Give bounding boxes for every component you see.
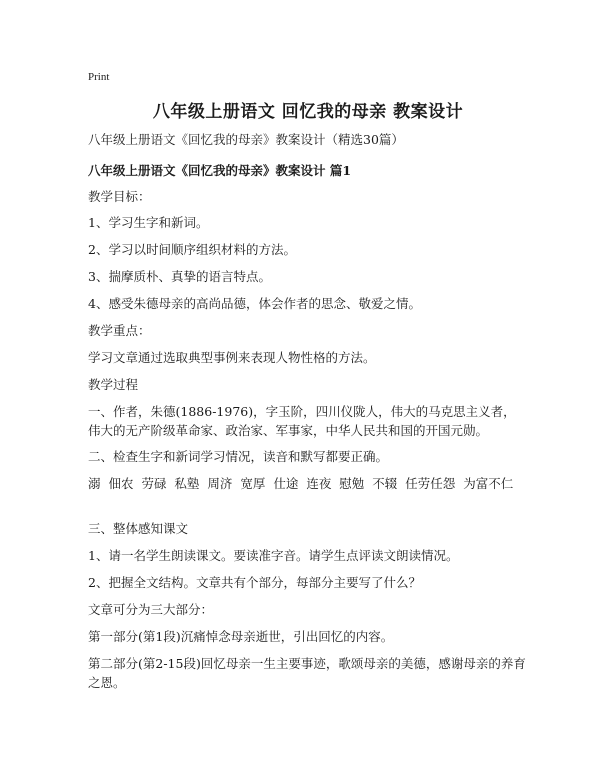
section-heading: 八年级上册语文《回忆我的母亲》教案设计 篇1 [88, 163, 352, 178]
paragraph-goal-2: 2、学习以时间顺序组织材料的方法。 [88, 242, 296, 257]
document-subtitle: 八年级上册语文《回忆我的母亲》教案设计（精选30篇） [88, 132, 404, 147]
paragraph-goal-3: 3、揣摩质朴、真挚的语言特点。 [88, 269, 271, 284]
document-title: 八年级上册语文 回忆我的母亲 教案设计 [152, 102, 464, 122]
paragraph-key-points: 教学重点： [88, 323, 151, 338]
paragraph-goal-1: 1、学习生字和新词。 [88, 215, 209, 230]
paragraph-part-1: 第一部分(第1段)沉痛悼念母亲逝世，引出回忆的内容。 [88, 629, 394, 644]
paragraph-overall-perception: 三、整体感知课文 [88, 521, 189, 536]
paragraph-check-vocab: 二、检查生字和新词学习情况，读音和默写都要正确。 [88, 449, 389, 464]
print-label[interactable]: Print [88, 71, 110, 83]
paragraph-part-2: 第二部分(第2-15段)回忆母亲一生主要事迹，歌颂母亲的美德，感谢母亲的养育之恩。 [88, 656, 526, 690]
paragraph-vocab-list: 溺 佃农 劳碌 私塾 周济 宽厚 仕途 连夜 慰勉 不辍 任劳任怨 为富不仁 [88, 476, 514, 491]
paragraph-step-2: 2、把握全文结构。文章共有个部分，每部分主要写了什么？ [88, 575, 421, 590]
paragraph-structure: 文章可分为三大部分： [88, 602, 214, 617]
paragraph-step-1: 1、请一名学生朗读课文。要读准字音。请学生点评读文朗读情况。 [88, 548, 459, 563]
paragraph-teaching-goals: 教学目标： [88, 189, 151, 204]
paragraph-teaching-process: 教学过程 [88, 377, 139, 392]
paragraph-goal-4: 4、感受朱德母亲的高尚品德，体会作者的思念、敬爱之情。 [88, 296, 421, 311]
paragraph-author: 一、作者，朱德(1886-1976)，字玉阶，四川仪陇人，伟大的马克思主义者，伟大的无产阶级革命家、政治家、军事家，中华人民共和国的开国元勋。 [88, 404, 516, 438]
paragraph-key-point-text: 学习文章通过选取典型事例来表现人物性格的方法。 [88, 350, 376, 365]
